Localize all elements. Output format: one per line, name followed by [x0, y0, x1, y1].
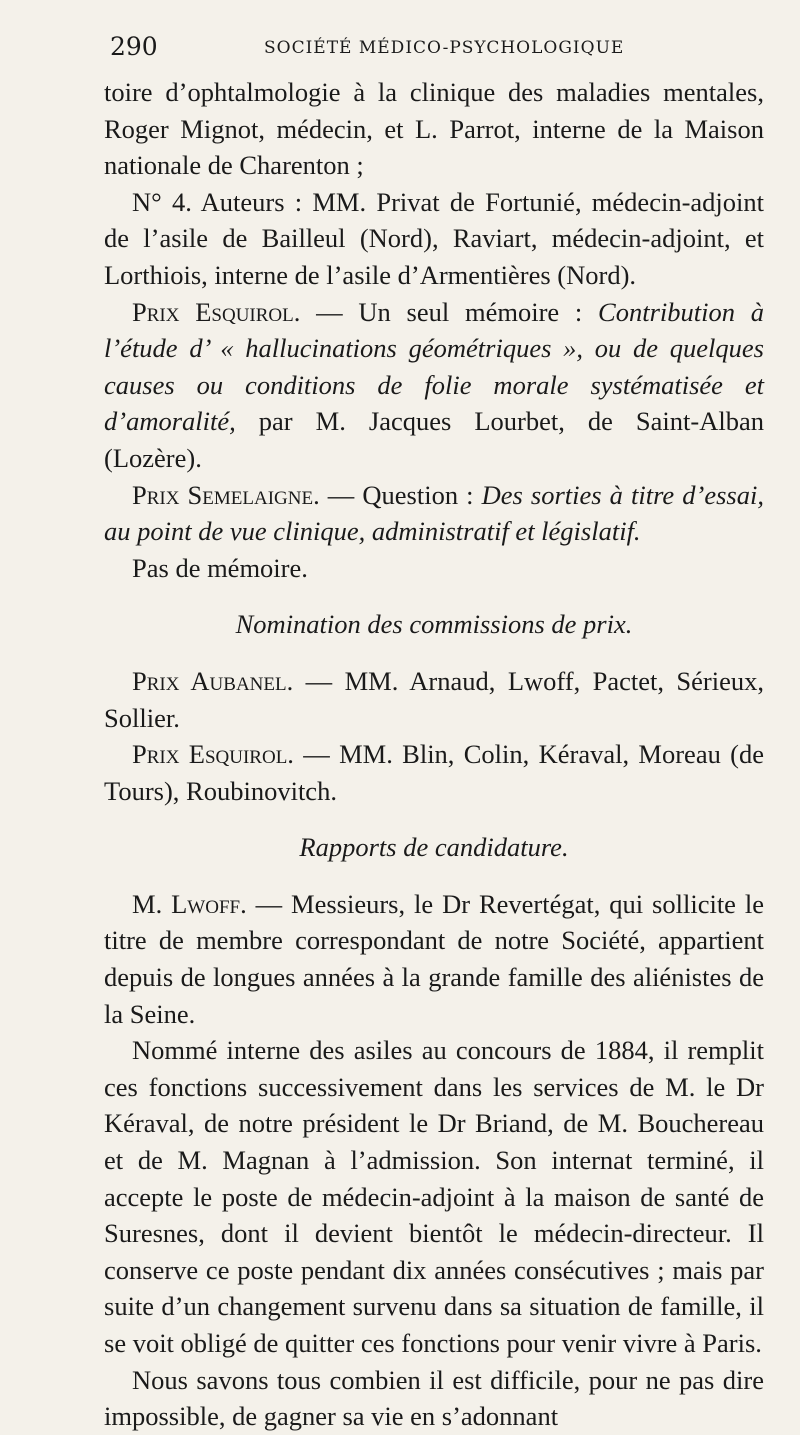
paragraph-text: — Question :: [319, 479, 482, 510]
paragraph: Nommé interne des asiles au concours de 1884, il remplit ces fonctions successivement dans les services de M. le Dr Kéraval, de notre président le Dr Briand, de M. Bouchereau et de M. Magnan à l’admission. Son internat terminé, il accepte le poste de médecin-adjoint à la maison de santé de Suresnes, dont il devient bientôt le médecin-directeur. Il conserve ce poste pendant dix années consécutives ; mais par suite d’un changement survenu dans sa situation de famille, il se voit obligé de quitter ces fonctions pour venir vivre à Paris.: [104, 1035, 764, 1358]
running-title: SOCIÉTÉ MÉDICO-PSYCHOLOGIQUE: [264, 38, 625, 58]
prize-name: Prix Esquirol.: [132, 296, 301, 327]
paragraph-text: — MM. Arnaud, Lwoff, Pactet, Sérieux, Sollier.: [104, 665, 764, 733]
paragraph: toire d’ophtalmologie à la clinique des maladies mentales, Roger Mignot, médecin, et L. Parrot, interne de la Maison nationale de Charenton ;: [104, 77, 764, 181]
paragraph-text: — MM. Blin, Colin, Kéraval, Moreau (de Tours), Roubinovitch.: [104, 739, 764, 806]
section-heading: Rapports de candidature.: [299, 832, 569, 863]
prize-name: Prix Aubanel.: [132, 665, 294, 696]
paragraph-text: — Un seul mémoire :: [300, 296, 599, 327]
prize-paragraph: [104, 294, 764, 477]
prize-paragraph: [104, 477, 764, 550]
page-body: [104, 74, 764, 1435]
page-header: [104, 32, 764, 72]
speaker-name: M. Lwoff.: [132, 888, 247, 919]
paragraph-text: — Messieurs, le Dr Revertégat, qui sollicite le titre de membre correspondant de notre Société, appartient depuis de longues années à la grande famille des aliénistes de la Seine.: [104, 888, 764, 1029]
prize-paragraph: [104, 736, 764, 809]
paragraph: N° 4. Auteurs : MM. Privat de Fortunié, médecin-adjoint de l’asile de Bailleul (Nord), Raviart, médecin-adjoint, et Lorthiois, interne de l’asile d’Armentières (Nord).: [104, 186, 764, 290]
memoir-title: Contribution à l’étude d’ « hallucinations géométriques », ou de quelques causes ou conditions de folie morale systématisée et d’amoralité,: [104, 296, 764, 437]
paragraph: Pas de mémoire.: [132, 552, 308, 583]
prize-name: Prix Semelaigne.: [132, 479, 320, 510]
page-number: 290: [110, 32, 158, 61]
question-title: Des sorties à titre d’essai, au point de vue clinique, administratif et législatif.: [104, 479, 764, 547]
paragraph-text: par M. Jacques Lourbet, de Saint-Alban (Lozère).: [104, 406, 764, 473]
report-paragraph: [104, 886, 764, 1032]
prize-paragraph: [104, 663, 764, 736]
prize-name: Prix Esquirol.: [132, 739, 294, 770]
paragraph: Nous savons tous combien il est difficile, pour ne pas dire impossible, de gagner sa vie en s’adonnant: [104, 1364, 764, 1432]
section-heading: Nomination des commissions de prix.: [235, 609, 633, 640]
